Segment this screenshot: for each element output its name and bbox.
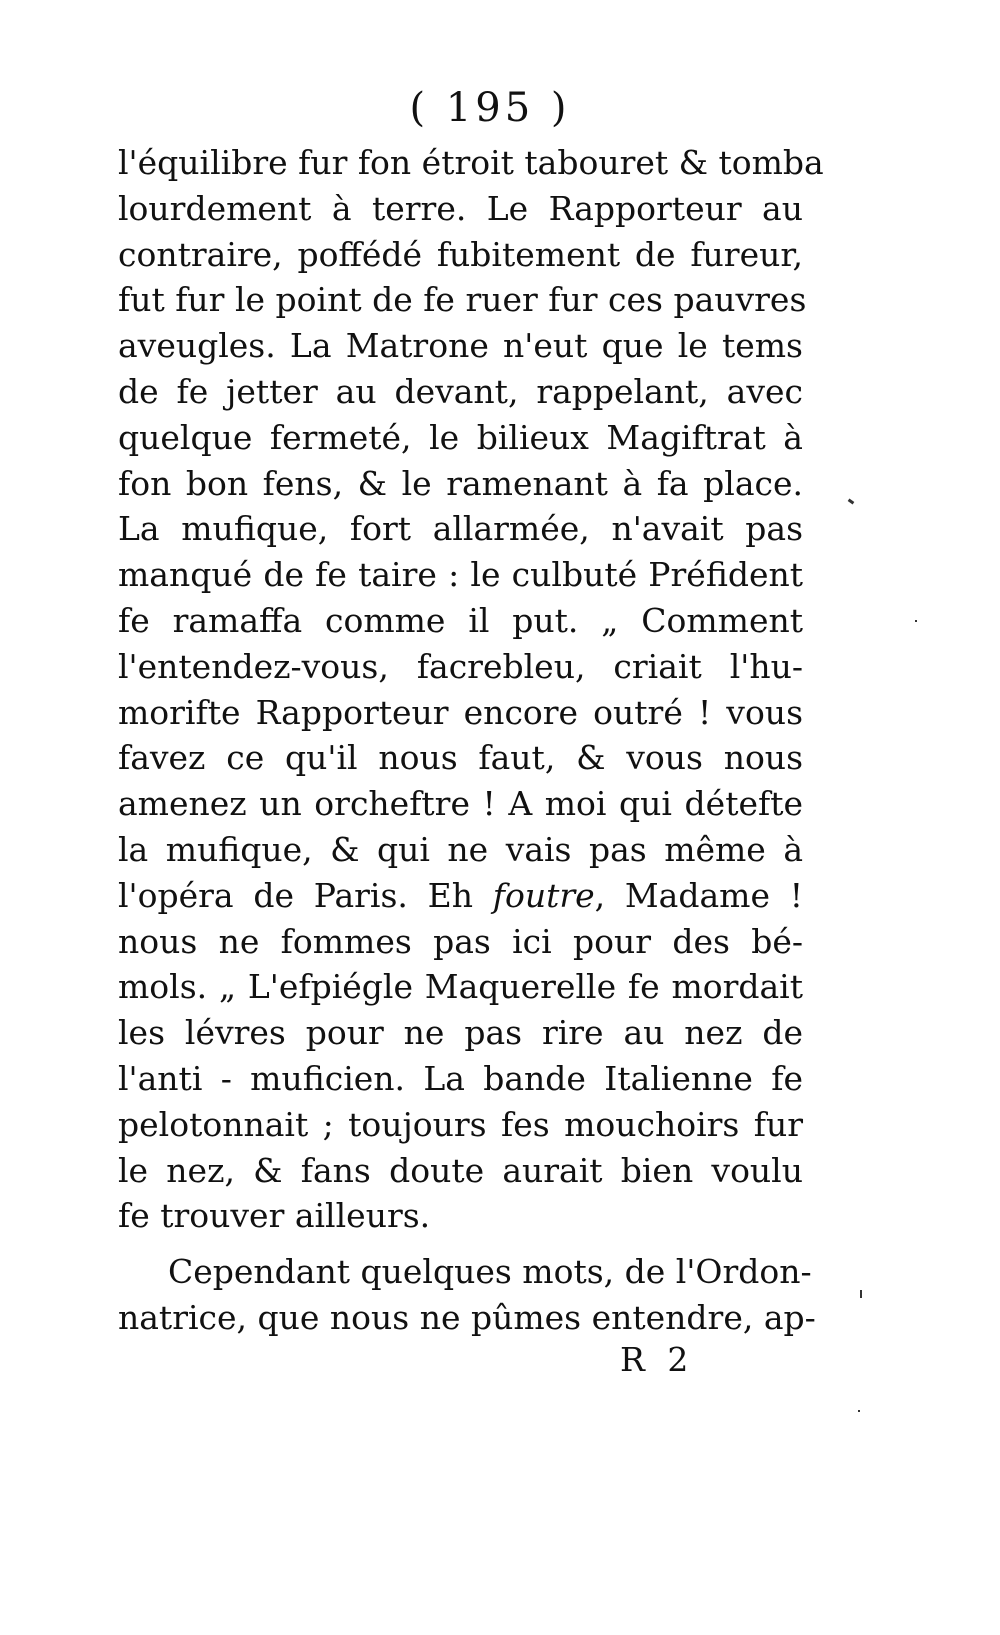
page-number: ( 195 ) <box>409 85 571 131</box>
italic-word: foutre <box>492 875 595 915</box>
signature-mark: R 2 <box>620 1340 695 1379</box>
text-line: fon bon fens, & le ramenant à fa place. <box>118 463 803 503</box>
text-line: natrice, que nous ne pûmes entendre, ap- <box>118 1297 816 1337</box>
text-line: l'entendez-vous, facrebleu, criait l'hu- <box>118 646 803 686</box>
ink-speck <box>848 499 855 505</box>
text-line: le nez, & fans doute aurait bien voulu <box>118 1150 803 1190</box>
text-line: fut fur le point de fe ruer fur ces pauvres <box>118 280 807 320</box>
text-line: manqué de fe taire : le culbuté Préfident <box>118 555 803 595</box>
paragraph-gap <box>118 1239 803 1249</box>
text-line: pelotonnait ; toujours fes mouchoirs fur <box>118 1104 803 1144</box>
text-line: morifte Rapporteur encore outré ! vous <box>118 692 803 732</box>
text-line: l'anti - muficien. La bande Italienne fe <box>118 1058 803 1098</box>
text-line: La mufique, fort allarmée, n'avait pas <box>118 509 803 549</box>
body-text <box>118 140 824 1341</box>
text-line: l'équilibre fur fon étroit tabouret & tomba <box>118 143 824 182</box>
text-line: favez ce qu'il nous faut, & vous nous <box>118 738 803 778</box>
text-line: mols. „ L'efpiégle Maquerelle fe mordait <box>118 967 803 1007</box>
text-line: quelque fermeté, le bilieux Magiftrat à <box>118 417 803 457</box>
ink-speck <box>915 620 917 622</box>
text-run: l'opéra de Paris. Eh <box>118 875 473 915</box>
text-run: , Madame ! <box>594 875 803 915</box>
text-line: fe trouver ailleurs. <box>118 1196 431 1236</box>
ink-speck <box>858 1410 860 1412</box>
ink-speck <box>860 1290 862 1298</box>
text-line: la mufique, & qui ne vais pas même à <box>118 829 803 869</box>
text-line: contraire, poffédé fubitement de fureur, <box>118 234 803 274</box>
text-line: Cependant quelques mots, de l'Ordon- <box>168 1252 812 1292</box>
text-line: aveugles. La Matrone n'eut que le tems <box>118 326 803 366</box>
text-line-mixed <box>118 873 803 919</box>
text-line: lourdement à terre. Le Rapporteur au <box>118 188 803 228</box>
text-line: les lévres pour ne pas rire au nez de <box>118 1013 803 1053</box>
text-line: amenez un orcheftre ! A moi qui détefte <box>118 784 803 824</box>
text-line: de fe jetter au devant, rappelant, avec <box>118 371 803 411</box>
text-line: fe ramaffa comme il put. „ Comment <box>118 600 803 640</box>
text-line: nous ne fommes pas ici pour des bé- <box>118 921 803 961</box>
